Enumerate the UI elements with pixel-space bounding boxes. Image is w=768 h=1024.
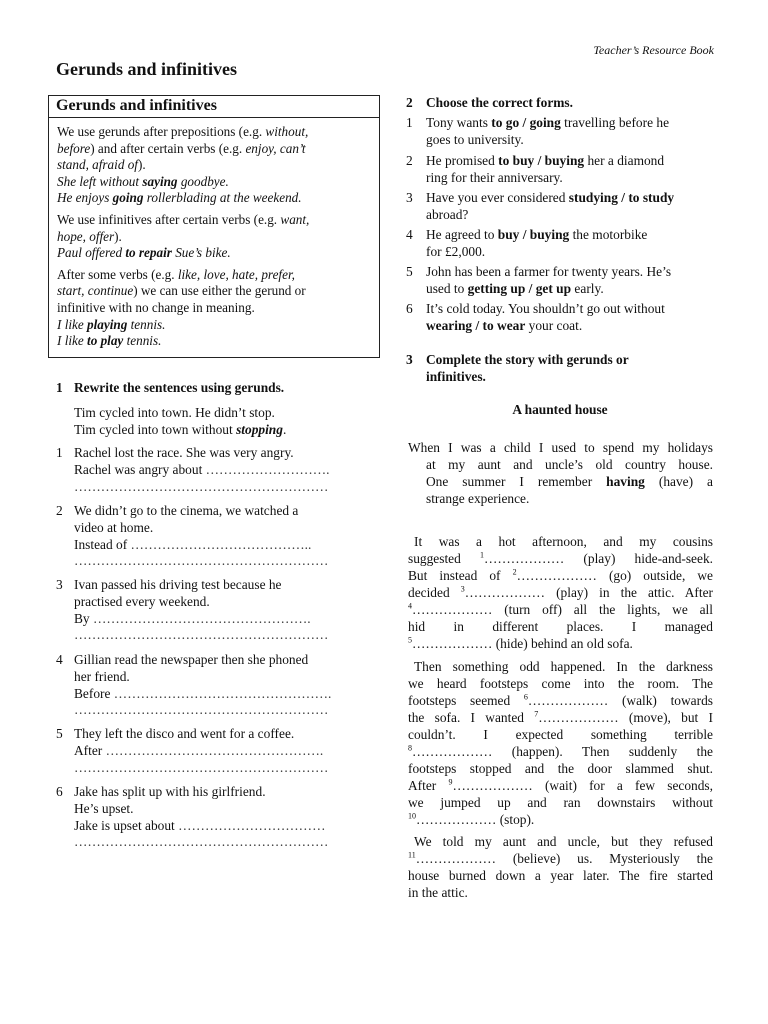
exercise-2-item-1: 1 Tony wants to go / going travelling before he goes to university.	[406, 115, 670, 147]
story-blank[interactable]: ……………… (play) hide-and-seek.	[483, 551, 713, 566]
exercise-1-example: Tim cycled into town. He didn’t stop. Tim cycled into town without stopping.	[74, 405, 287, 437]
choice-option[interactable]: studying / to study	[568, 190, 675, 205]
story-blank[interactable]: ……………… (turn off) all the lights, we all	[412, 602, 713, 617]
story-paragraph-2: Then something odd happened. In the darkness we heard footsteps come into the room. The footsteps seemed $^6$……………… (walk) towards the sofa. I wanted $^7$……………… (move), but I couldn’t. I expected something terrible $^8$……………… (happen). Then suddenly the footsteps stopped and the door slammed shut. After $^9$……………… (wait) for a few seconds, we jumped up and ran downstairs without $^{10}$……………… (stop).	[408, 659, 713, 827]
exercise-1-heading: 1 Rewrite the sentences using gerunds.	[56, 380, 285, 395]
story-blank[interactable]: ……………… (walk) towards	[527, 693, 713, 708]
exercise-1-item-2: 2 We didn’t go to the cinema, we watched a video at home. Instead of ………………………………….. …………………………………………………	[56, 503, 356, 570]
exercise-2-heading: 2 Choose the correct forms.	[406, 95, 573, 110]
answer-blank[interactable]: ………………………………………….	[93, 610, 311, 626]
exercise-2-item-4: 4 He agreed to buy / buying the motorbike for £2,000.	[406, 227, 648, 259]
grammar-box-body	[49, 118, 379, 357]
exercise-2-item-5: 5 John has been a farmer for twenty years. He’s used to getting up / get up early.	[406, 264, 672, 296]
grammar-para-either: After some verbs (e.g. like, love, hate, prefer, start, continue) we can use either the gerund or infinitive with no change in meaning. I like playing tennis. I like to play tennis.	[57, 266, 306, 349]
answer-blank[interactable]: …………………………………………………	[74, 627, 329, 643]
answer-blank[interactable]: …………………………………………………	[74, 553, 329, 569]
answer-blank[interactable]: ………………………………………….	[113, 685, 332, 701]
story-paragraph-3: We told my aunt and uncle, but they refused $^{11}$……………… (believe) us. Mysteriously the house burned down a year later. The fire started in the attic.	[408, 834, 713, 900]
story-blank[interactable]: ……………… (hide) behind an old sofa.	[412, 636, 633, 651]
choice-option[interactable]: to go / going	[491, 115, 561, 130]
choice-option[interactable]: buy / buying	[497, 227, 570, 242]
grammar-box	[48, 95, 380, 358]
story-intro: When I was a child I used to spend my holidays at my aunt and uncle’s old country house. One summer I remember having (have) a strange experience.	[408, 440, 713, 506]
grammar-para-infinitives: We use infinitives after certain verbs (e.g. want, hope, offer). Paul offered to repair Sue’s bike.	[57, 211, 310, 261]
answer-blank[interactable]: …………………………………………………	[74, 702, 329, 718]
story-blank[interactable]: ……………… (believe) us. Mysteriously the	[415, 851, 713, 866]
page-title: Gerunds and infinitives	[56, 59, 238, 79]
answer-blank[interactable]: …………………………………………………	[74, 759, 329, 775]
story-blank[interactable]: ……………… (happen). Then suddenly the	[412, 744, 713, 759]
story-paragraph-1: It was a hot afternoon, and my cousins suggested $^1$……………… (play) hide-and-seek. But instead of $^2$……………… (go) outside, we decided $^3$……………… (play) in the attic. After $^4$……………… (turn off) all the lights, we all hid in different places. I managed $^5$……………… (hide) behind an old sofa.	[408, 534, 713, 651]
story-blank[interactable]: ……………… (play) in the attic. After	[464, 585, 713, 600]
answer-blank[interactable]: ………………………………………….	[105, 742, 324, 758]
exercise-2-item-3: 3 Have you ever considered studying / to study abroad?	[406, 190, 675, 222]
story-blank[interactable]: ……………… (go) outside, we	[516, 568, 713, 583]
answer-blank[interactable]: …………………………………..	[130, 536, 312, 552]
exercise-1-item-1: 1 Rachel lost the race. She was very angry. Rachel was angry about ………………………. …………………………………………………	[56, 445, 356, 495]
exercise-2-item-2: 2 He promised to buy / buying her a diamond ring for their anniversary.	[406, 153, 665, 185]
choice-option[interactable]: to buy / buying	[498, 153, 585, 168]
choice-option[interactable]: getting up / get up	[467, 280, 572, 296]
exercise-3-heading: 3 Complete the story with gerunds or infinitives.	[406, 352, 629, 384]
choice-option[interactable]: wearing / to wear	[426, 317, 526, 333]
answer-blank[interactable]: …………………………………………………	[74, 834, 329, 850]
story-blank[interactable]: ……………… (stop).	[416, 812, 535, 827]
grammar-box-title: Gerunds and infinitives	[49, 96, 379, 118]
answer-blank[interactable]: ……………………….	[205, 461, 330, 477]
story-blank[interactable]: ……………… (move), but I	[538, 710, 713, 725]
answer-blank[interactable]: …………………………………………………	[74, 478, 329, 494]
grammar-para-gerunds: We use gerunds after prepositions (e.g. without, before) and after certain verbs (e.g. enjoy, can’t stand, afraid of). She left without saying goodbye. He enjoys going rollerblading at the weekend.	[57, 124, 309, 206]
story-title: A haunted house	[512, 402, 608, 417]
exercise-1-item-4: 4 Gillian read the newspaper then she phoned her friend. Before …………………………………………. …………………………………………………	[56, 652, 356, 719]
exercise-1-item-3: 3 Ivan passed his driving test because he practised every weekend. By …………………………………………. …………………………………………………	[56, 577, 356, 644]
exercise-1-item-6: 6 Jake has split up with his girlfriend. He’s upset. Jake is upset about …………………………… …………………………………………………	[56, 784, 356, 851]
story-blank[interactable]: ……………… (wait) for a few seconds,	[452, 778, 713, 793]
exercise-2-item-6: 6 It’s cold today. You shouldn’t go out without wearing / to wear your coat.	[406, 301, 665, 333]
header-note: Teacher’s Resource Book	[593, 43, 714, 57]
answer-blank[interactable]: ……………………………	[178, 817, 326, 833]
exercise-1-item-5: 5 They left the disco and went for a coffee. After …………………………………………. …………………………………………………	[56, 726, 356, 776]
